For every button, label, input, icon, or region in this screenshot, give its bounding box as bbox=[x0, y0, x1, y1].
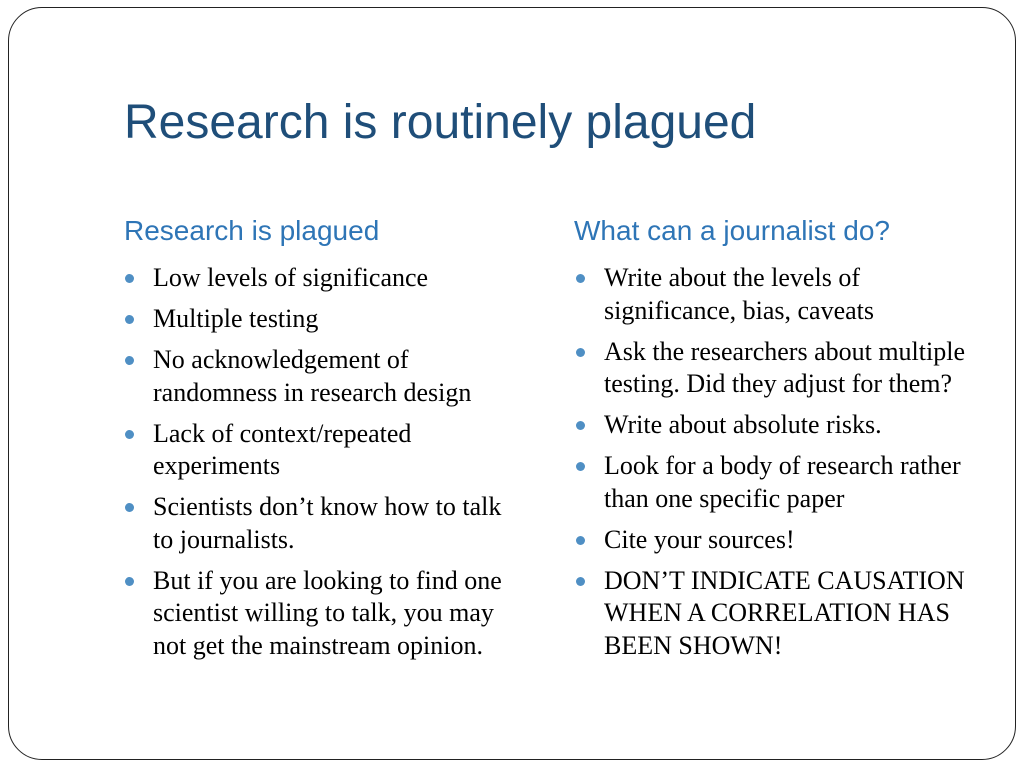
list-item bbox=[124, 565, 524, 663]
bullet-dot-icon bbox=[125, 356, 134, 365]
list-item bbox=[575, 450, 985, 515]
bullet-dot-icon bbox=[576, 462, 585, 471]
list-item bbox=[124, 491, 524, 556]
list-item bbox=[575, 409, 985, 442]
list-item bbox=[124, 303, 524, 336]
bullet-dot-icon bbox=[125, 503, 134, 512]
bullet-dot-icon bbox=[576, 348, 585, 357]
list-item-text: Multiple testing bbox=[153, 304, 319, 333]
bullet-dot-icon bbox=[125, 430, 134, 439]
bullet-dot-icon bbox=[576, 577, 585, 586]
left-column-heading: Research is plagued bbox=[124, 215, 380, 246]
list-item-text: Cite your sources! bbox=[604, 524, 795, 554]
bullet-dot-icon bbox=[125, 274, 134, 283]
right-column-heading: What can a journalist do? bbox=[574, 215, 890, 246]
list-item bbox=[575, 336, 985, 401]
list-item bbox=[575, 262, 985, 327]
list-item-text: But if you are looking to find one scientist willing to talk, you may not get the mainstream opinion. bbox=[153, 565, 502, 660]
list-item-text: Write about absolute risks. bbox=[604, 410, 882, 439]
bullet-dot-icon bbox=[125, 315, 134, 324]
list-item-text: Look for a body of research rather than one specific paper bbox=[604, 451, 961, 513]
slide-title: Research is routinely plagued bbox=[124, 96, 757, 149]
list-item-text: Low levels of significance bbox=[153, 263, 429, 292]
list-item-text: No acknowledgement of randomness in research design bbox=[153, 345, 472, 407]
slide bbox=[8, 7, 1016, 760]
list-item-text: Scientists don’t know how to talk to journalists. bbox=[153, 492, 502, 554]
bullet-dot-icon bbox=[576, 274, 585, 283]
list-item bbox=[124, 418, 524, 483]
list-item-text: Ask the researchers about multiple testing. Did they adjust for them? bbox=[604, 336, 965, 398]
list-item bbox=[124, 262, 524, 295]
list-item bbox=[575, 565, 985, 663]
bullet-dot-icon bbox=[125, 577, 134, 586]
list-item-text: Write about the levels of significance, bias, caveats bbox=[604, 263, 874, 325]
list-item-text: Lack of context/repeated experiments bbox=[153, 418, 412, 480]
bullet-dot-icon bbox=[576, 536, 585, 545]
list-item-text: DON’T INDICATE CAUSATION WHEN A CORRELATION HAS BEEN SHOWN! bbox=[604, 565, 965, 660]
list-item bbox=[575, 524, 985, 557]
bullet-dot-icon bbox=[576, 421, 585, 430]
left-bullet-list bbox=[124, 262, 524, 671]
right-bullet-list bbox=[575, 262, 985, 671]
list-item bbox=[124, 344, 524, 409]
